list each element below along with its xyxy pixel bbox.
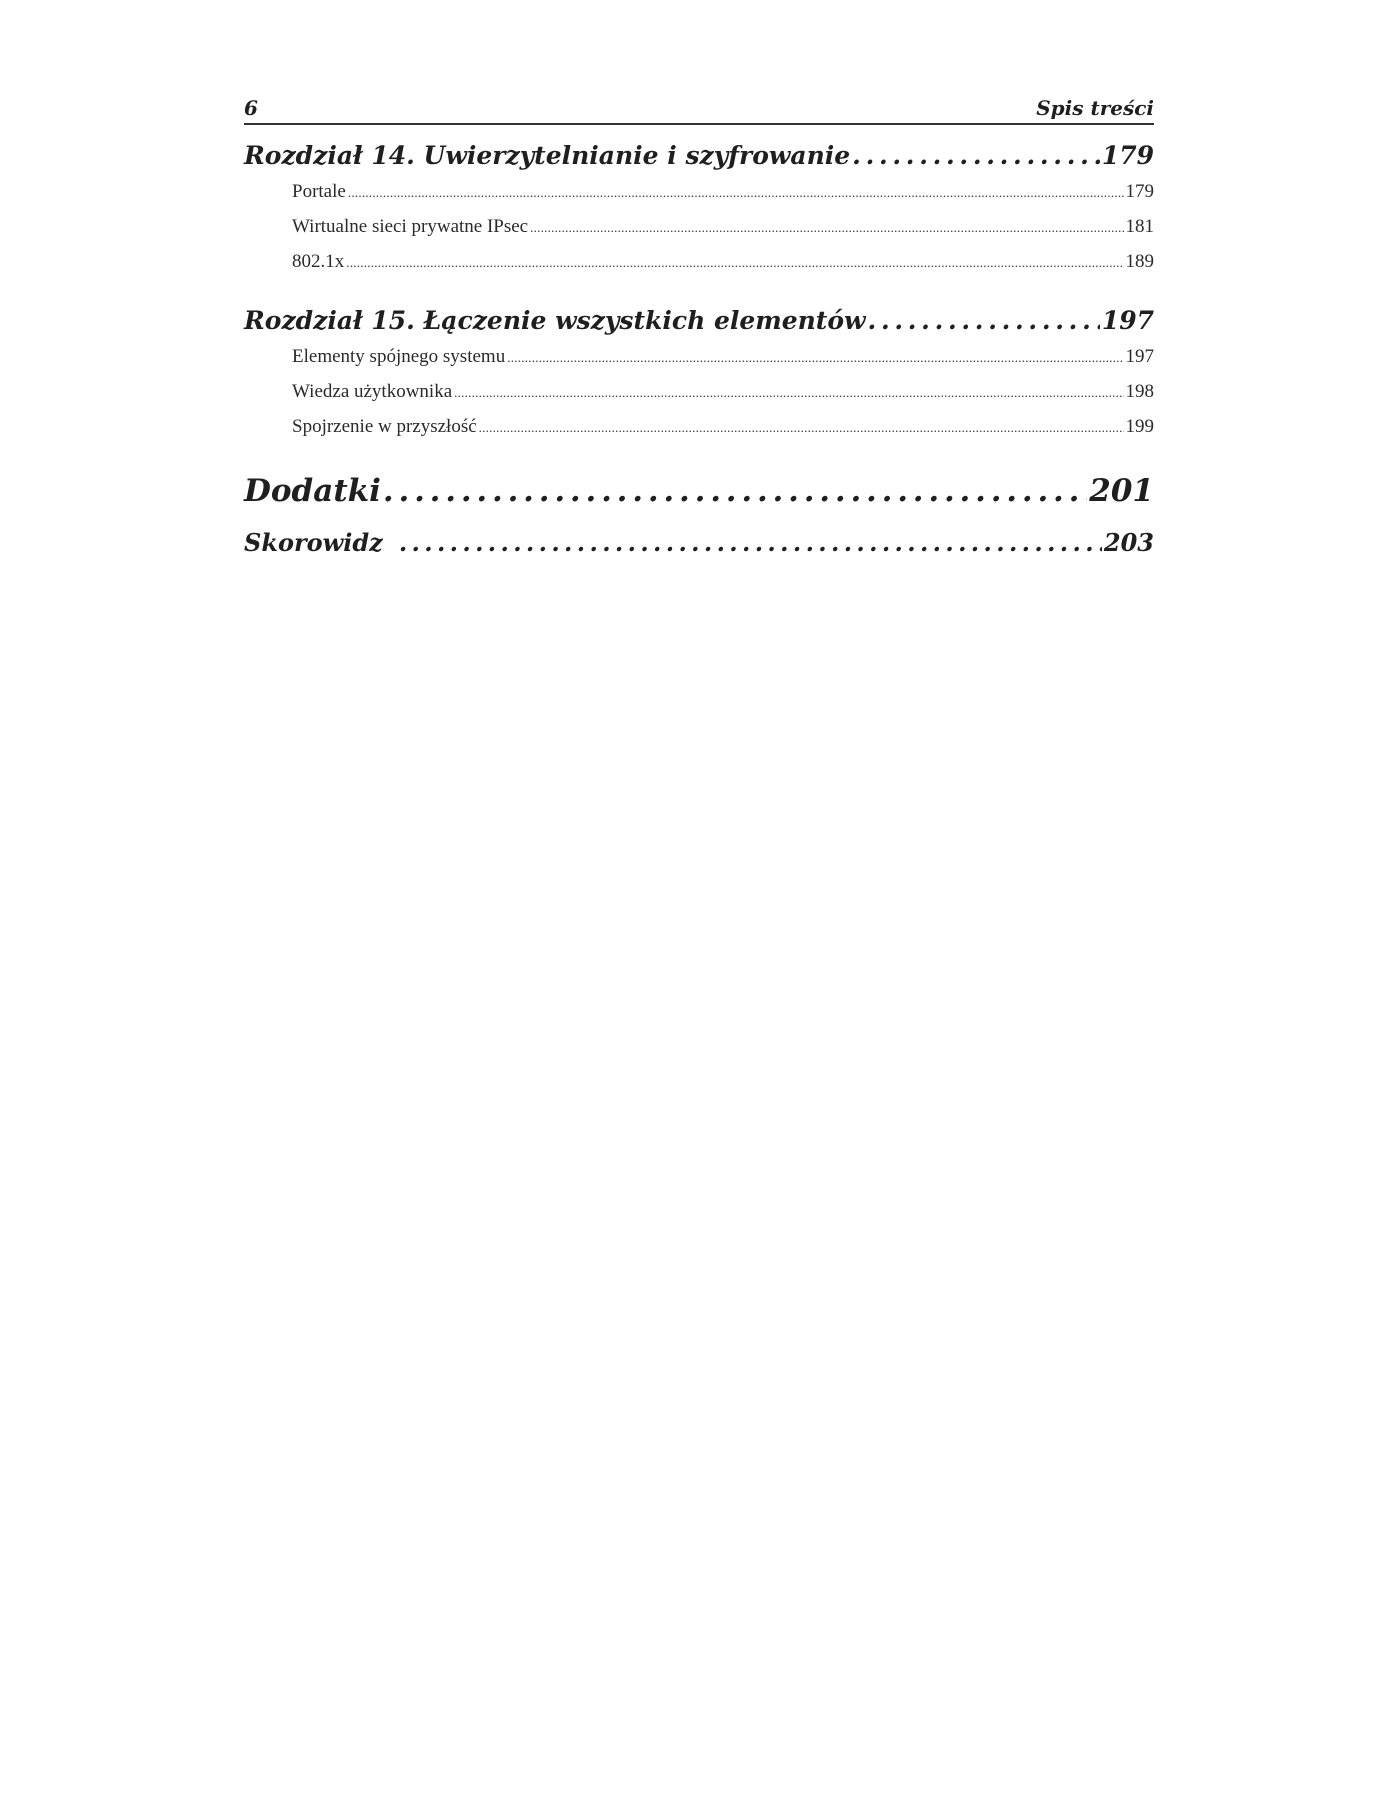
dot-leader: [454, 376, 1123, 410]
toc-entry-page: 181: [1125, 216, 1154, 237]
dot-leader: [868, 302, 1100, 340]
toc-entry[interactable]: [244, 340, 1154, 375]
page-number: 6: [244, 96, 258, 120]
dot-leader: [530, 211, 1123, 245]
dot-leader: [383, 467, 1087, 515]
toc-entry-page: 179: [1125, 181, 1154, 202]
toc-entry-title: Wiedza użytkownika: [292, 381, 453, 402]
toc-entry-title: Elementy spójnego systemu: [292, 346, 506, 367]
dot-leader: [346, 246, 1123, 280]
toc-chapter-title: Rozdział 14. Uwierzytelnianie i szyfrowanie: [244, 141, 851, 170]
toc-chapter-title: Rozdział 15. Łączenie wszystkich elementów: [244, 306, 866, 335]
toc-index-title: Skorowidz: [244, 528, 383, 557]
dot-leader: [507, 341, 1123, 375]
dot-leader: [852, 137, 1100, 175]
running-header: [244, 96, 1154, 125]
toc-entry-title: Wirtualne sieci prywatne IPsec: [292, 216, 529, 237]
dot-leader: [399, 523, 1102, 563]
toc-entry-page: 199: [1125, 416, 1154, 437]
toc-entry[interactable]: [244, 410, 1154, 445]
toc-section-chapter-14: [244, 137, 1154, 280]
toc-appendix-title: Dodatki: [244, 473, 381, 509]
toc-entry-page: 189: [1125, 251, 1154, 272]
toc-entry-title: Portale: [292, 181, 346, 202]
toc-section-chapter-15: [244, 302, 1154, 445]
toc-entry-page: 197: [1125, 346, 1154, 367]
toc-chapter-15[interactable]: [244, 302, 1154, 340]
toc-index[interactable]: [244, 523, 1154, 563]
toc-chapter-page: 179: [1101, 141, 1154, 170]
dot-leader: [479, 411, 1124, 445]
toc-appendix[interactable]: [244, 467, 1154, 515]
toc-entry-title: Spojrzenie w przyszłość: [292, 416, 477, 437]
toc-chapter-page: 197: [1101, 306, 1154, 335]
running-title: Spis treści: [1036, 96, 1154, 120]
toc-entry-page: 198: [1125, 381, 1154, 402]
toc-entry[interactable]: [244, 245, 1154, 280]
toc-appendix-page: 201: [1089, 473, 1154, 509]
document-page: [244, 96, 1154, 563]
toc-entry[interactable]: [244, 210, 1154, 245]
table-of-contents: [244, 137, 1154, 563]
toc-entry[interactable]: [244, 175, 1154, 210]
toc-chapter-14[interactable]: [244, 137, 1154, 175]
toc-entry[interactable]: [244, 375, 1154, 410]
toc-entry-title: 802.1x: [292, 251, 345, 272]
toc-index-page: 203: [1103, 528, 1154, 557]
dot-leader: [348, 176, 1124, 210]
